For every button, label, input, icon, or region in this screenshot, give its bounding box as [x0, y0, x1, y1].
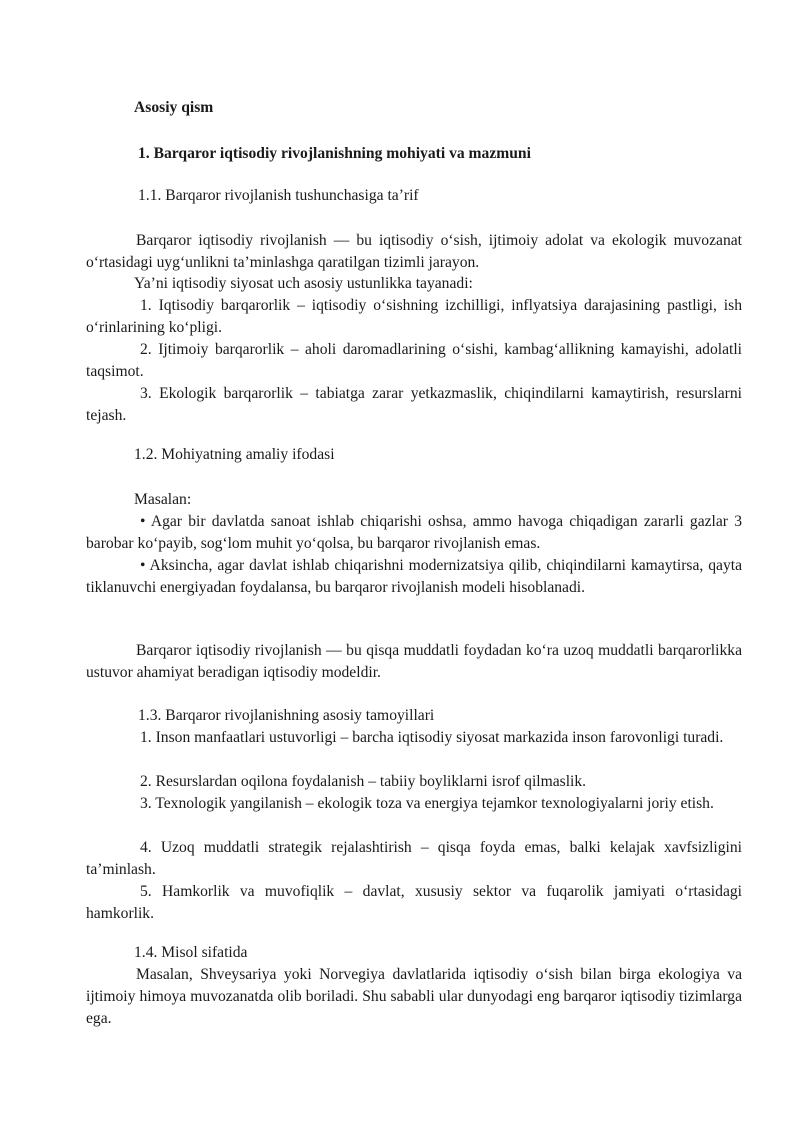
principle-item-2: 2. Resurslardan oqilona foydalanish – tabiiy boyliklarni isrof qilmaslik.: [140, 773, 587, 790]
heading-1-1: 1.1. Barqaror rivojlanish tushunchasiga ta’rif: [138, 187, 419, 204]
pillar-item-1: 1. Iqtisodiy barqarorlik – iqtisodiy o‘sishning izchilligi, inflyatsiya darajasining pastligi, ish o‘rinlarining ko‘pligi.: [86, 297, 742, 336]
example-label: Masalan:: [134, 491, 192, 508]
example-paragraph: Masalan, Shveysariya yoki Norvegiya davlatlarida iqtisodiy o‘sish bilan birga ekologiya va ijtimoiy himoya muvozanatda olib boriladi. Shu sababli ular dunyodagi eng barqaror iqtisodiy tizimlarga ega.: [86, 966, 742, 1027]
section-title: Asosiy qism: [134, 99, 214, 116]
heading-1-2: 1.2. Mohiyatning amaliy ifodasi: [134, 446, 335, 463]
pillar-item-2: 2. Ijtimoiy barqarorlik – aholi daromadlarining o‘sishi, kambag‘allikning kamayishi, adolatli taqsimot.: [86, 341, 742, 380]
definition-paragraph: Barqaror iqtisodiy rivojlanish — bu iqtisodiy o‘sish, ijtimoiy adolat va ekologik muvozanat o‘rtasidagi uyg‘unlikni ta’minlashga qaratilgan tizimli jarayon.: [86, 232, 742, 271]
principle-item-5: 5. Hamkorlik va muvofiqlik – davlat, xususiy sektor va fuqarolik jamiyati o‘rtasidagi hamkorlik.: [86, 883, 742, 922]
principle-item-3: 3. Texnologik yangilanish – ekologik toza va energiya tejamkor texnologiyalarni joriy etish.: [140, 795, 714, 812]
heading-1-4: 1.4. Misol sifatida: [134, 944, 248, 961]
example-bullet-2: • Aksincha, agar davlat ishlab chiqarishni modernizatsiya qilib, chiqindilarni kamaytirsa, qayta tiklanuvchi energiyadan foydalansa, bu barqaror rivojlanish modeli hisoblanadi.: [86, 557, 742, 596]
example-bullet-1: • Agar bir davlatda sanoat ishlab chiqarishi oshsa, ammo havoga chiqadigan zararli gazlar 3 barobar ko‘payib, sog‘lom muhit yo‘qolsa, bu barqaror rivojlanish emas.: [86, 513, 742, 552]
pillars-intro: Ya’ni iqtisodiy siyosat uch asosiy ustunlikka tayanadi:: [134, 275, 473, 292]
conclusion-paragraph: Barqaror iqtisodiy rivojlanish — bu qisqa muddatli foydadan ko‘ra uzoq muddatli barqarorlikka ustuvor ahamiyat beradigan iqtisodiy modeldir.: [86, 642, 742, 681]
pillar-item-3: 3. Ekologik barqarorlik – tabiatga zarar yetkazmaslik, chiqindilarni kamaytirish, resurslarni tejash.: [86, 385, 742, 424]
principle-item-4: 4. Uzoq muddatli strategik rejalashtirish – qisqa foyda emas, balki kelajak xavfsizligini ta’minlash.: [86, 839, 742, 878]
principle-item-1: 1. Inson manfaatlari ustuvorligi – barcha iqtisodiy siyosat markazida inson farovonligi turadi.: [140, 729, 724, 746]
chapter-title: 1. Barqaror iqtisodiy rivojlanishning mohiyati va mazmuni: [138, 145, 531, 162]
heading-1-3: 1.3. Barqaror rivojlanishning asosiy tamoyillari: [138, 707, 435, 724]
